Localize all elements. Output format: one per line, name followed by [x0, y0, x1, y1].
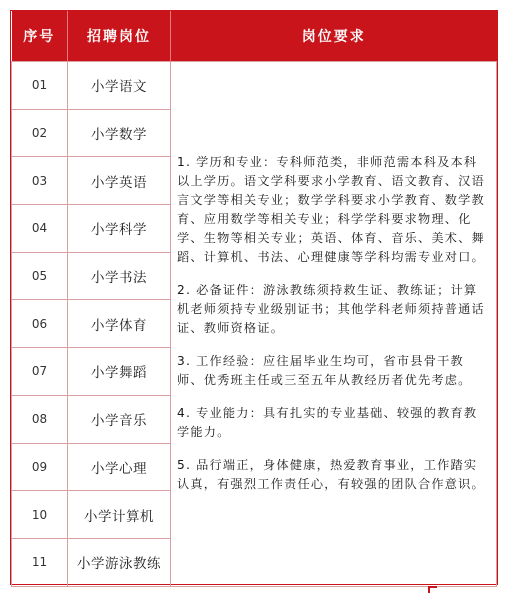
- row-number: 02: [12, 109, 68, 157]
- row-position: 小学科学: [68, 205, 171, 253]
- requirement-item: 2. 必备证件：游泳教练须持救生证、教练证；计算机老师须持专业级别证书；其他学科老师须持普通话证、教师资格证。: [177, 283, 485, 336]
- header-requirements: 岗位要求: [171, 11, 497, 62]
- row-number: 07: [12, 348, 68, 396]
- row-position: 小学语文: [68, 62, 171, 110]
- header-position: 招聘岗位: [68, 11, 171, 62]
- requirement-item: 3. 工作经验：应往届毕业生均可，省市县骨干教师、优秀班主任或三至五年从教经历者优先考虑。: [177, 354, 472, 388]
- requirement-item: 1. 学历和专业：专科师范类，非师范需本科及本科以上学历。语文学科要求小学教育、语文教育、汉语言文学等相关专业；数学学科要求小学教育、数学教育、应用数学等相关专业；科学学科要求物理、化学、生物等相关专业；英语、体育、音乐、美术、舞蹈、计算机、书法、心理健康等学科均需专业对口。: [177, 155, 485, 265]
- row-number: 09: [12, 443, 68, 491]
- row-number: 10: [12, 491, 68, 539]
- row-position: 小学计算机: [68, 491, 171, 539]
- row-number: 08: [12, 395, 68, 443]
- recruitment-table-container: [10, 10, 498, 585]
- requirement-item: 5. 品行端正，身体健康，热爱教育事业，工作踏实认真，有强烈工作责任心，有较强的团队合作意识。: [177, 458, 485, 492]
- row-position: 小学体育: [68, 300, 171, 348]
- corner-decoration: [428, 586, 437, 593]
- requirements-cell: [171, 62, 497, 587]
- row-number: 03: [12, 157, 68, 205]
- table-row: [12, 62, 497, 110]
- header-no: 序号: [12, 11, 68, 62]
- row-number: 01: [12, 62, 68, 110]
- row-position: 小学英语: [68, 157, 171, 205]
- recruitment-table: [11, 11, 497, 587]
- row-position: 小学数学: [68, 109, 171, 157]
- row-position: 小学舞蹈: [68, 348, 171, 396]
- row-position: 小学书法: [68, 252, 171, 300]
- row-number: 11: [12, 538, 68, 586]
- row-number: 05: [12, 252, 68, 300]
- row-position: 小学心理: [68, 443, 171, 491]
- row-number: 04: [12, 205, 68, 253]
- row-position: 小学游泳教练: [68, 538, 171, 586]
- table-header-row: [12, 11, 497, 62]
- row-number: 06: [12, 300, 68, 348]
- row-position: 小学音乐: [68, 395, 171, 443]
- requirement-item: 4. 专业能力：具有扎实的专业基础、较强的教育教学能力。: [177, 406, 478, 440]
